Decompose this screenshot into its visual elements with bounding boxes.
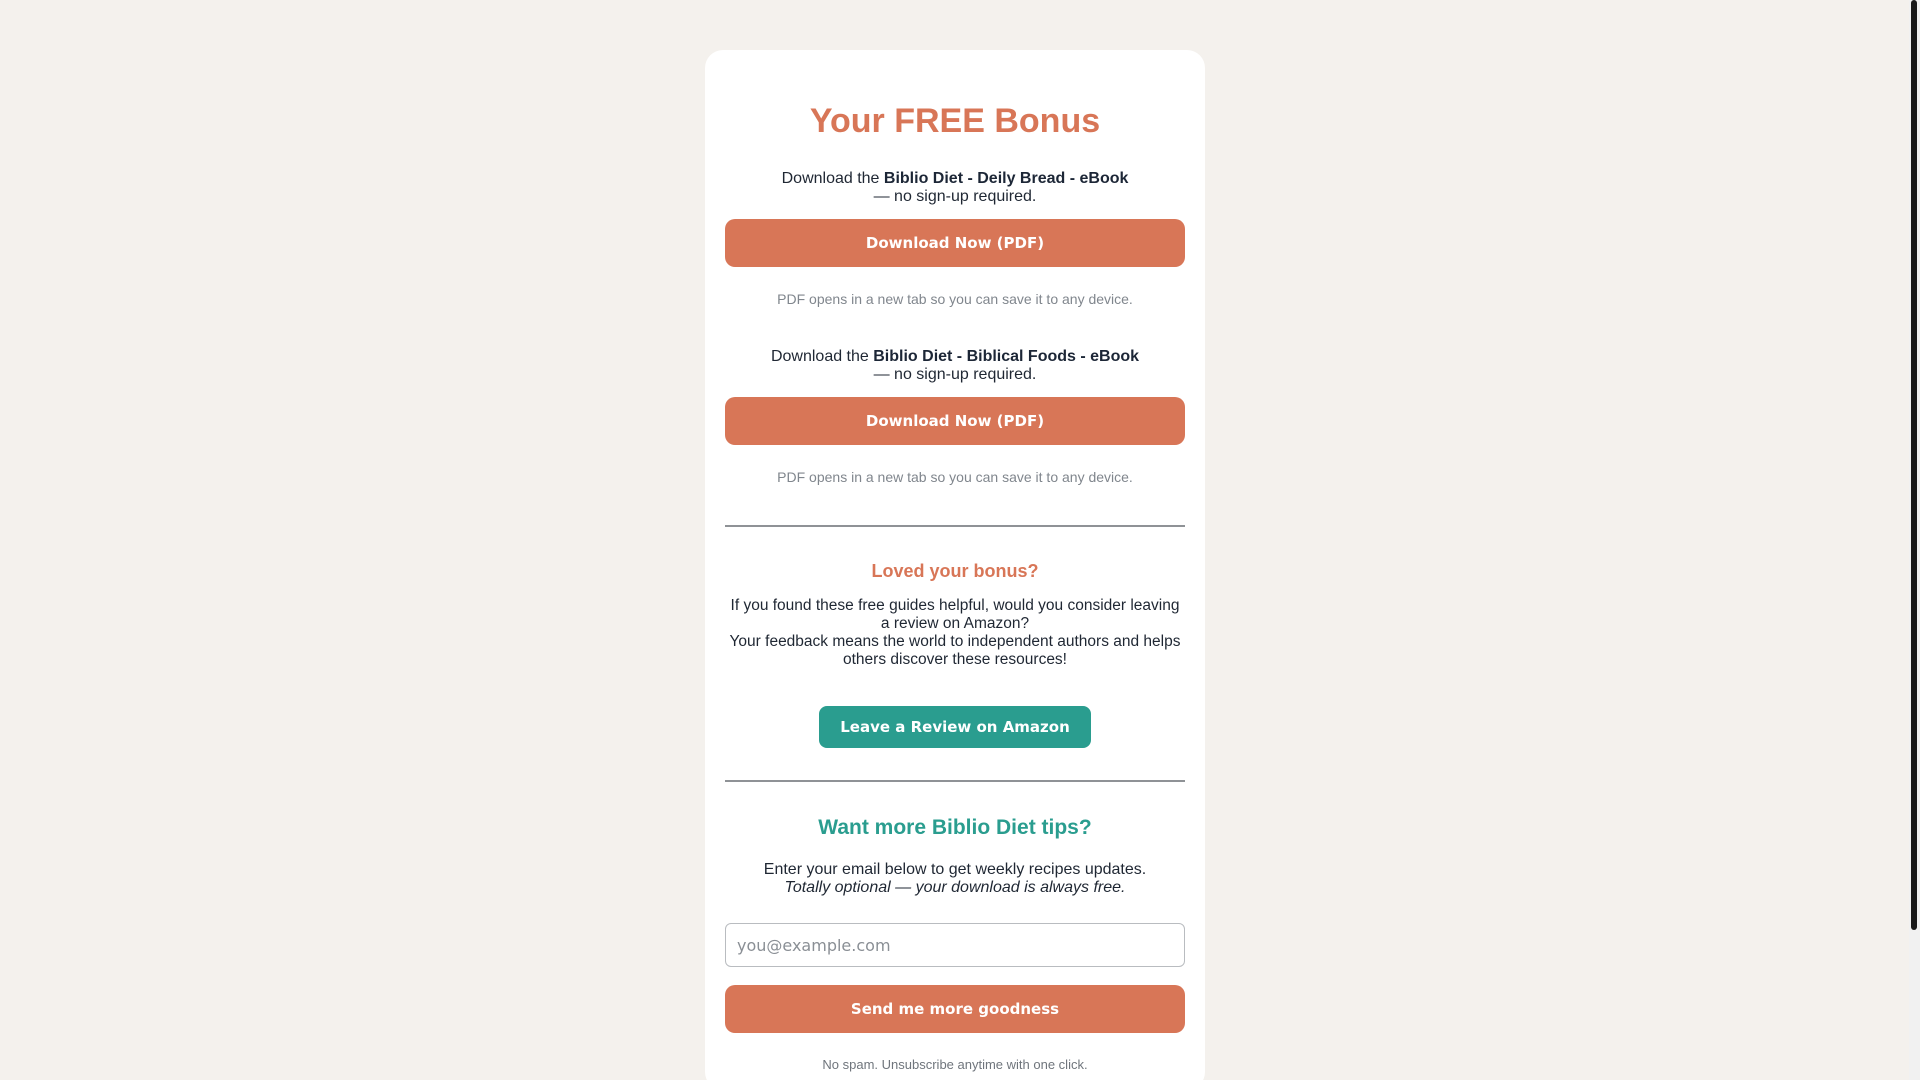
download-intro-suffix: — no sign-up required. (873, 366, 1037, 383)
download-intro-suffix: — no sign-up required. (873, 188, 1037, 205)
leave-review-button[interactable]: Leave a Review on Amazon (819, 706, 1091, 748)
newsletter-text (725, 861, 1185, 897)
page-scrollbar[interactable] (1909, 0, 1920, 1080)
newsletter-line-1: Enter your email below to get weekly recipes updates. (763, 861, 1147, 878)
page-title: Your FREE Bonus (809, 102, 1101, 140)
review-line-1: If you found these free guides helpful, would you consider leaving a review on Amazon? (730, 597, 1180, 632)
download-intro-2 (725, 348, 1185, 384)
download-intro-prefix: Download the (770, 348, 874, 365)
ebook-title: Biblio Diet - Biblical Foods - eBook (873, 348, 1140, 365)
bonus-card (705, 50, 1205, 1080)
download-intro-1 (725, 170, 1185, 206)
review-text (725, 597, 1185, 669)
review-heading: Loved your bonus? (871, 561, 1039, 581)
subscribe-button[interactable]: Send me more goodness (725, 985, 1185, 1033)
no-spam-note: No spam. Unsubscribe anytime with one click. (822, 1057, 1088, 1072)
download-intro-prefix: Download the (781, 170, 884, 187)
newsletter-heading: Want more Biblio Diet tips? (818, 816, 1092, 839)
scrollbar-thumb[interactable] (1911, 0, 1917, 930)
section-divider (725, 525, 1185, 527)
section-divider (725, 780, 1185, 782)
download-note-1: PDF opens in a new tab so you can save it to any device. (777, 291, 1133, 307)
download-button-2[interactable]: Download Now (PDF) (725, 397, 1185, 445)
email-field[interactable] (725, 923, 1185, 967)
download-button-1[interactable]: Download Now (PDF) (725, 219, 1185, 267)
review-line-2: Your feedback means the world to independent authors and helps others discover these resources! (729, 633, 1181, 668)
download-note-2: PDF opens in a new tab so you can save it to any device. (777, 469, 1133, 485)
ebook-title: Biblio Diet - Deily Bread - eBook (883, 170, 1129, 187)
newsletter-line-2: Totally optional — your download is always free. (784, 879, 1126, 896)
